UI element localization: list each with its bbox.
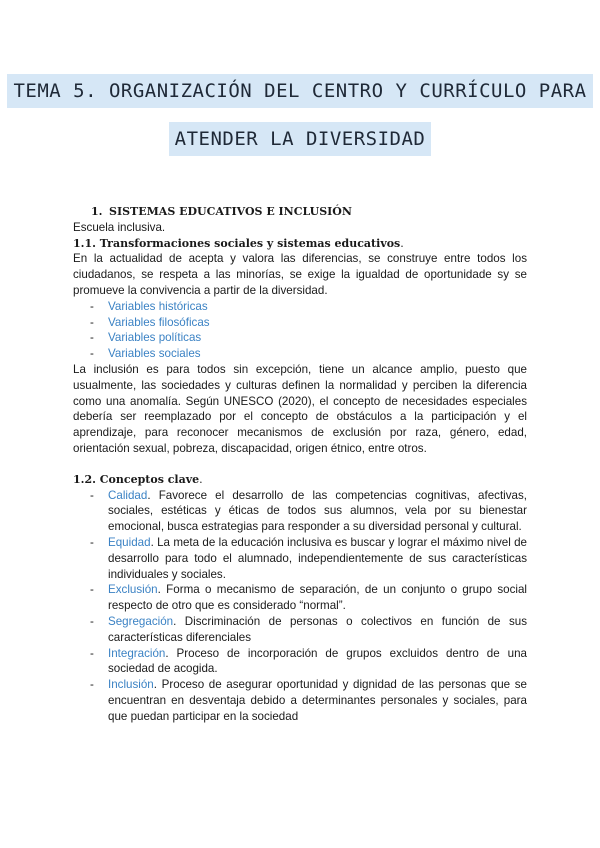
concept-definition: . Discriminación de personas o colectivos en función de sus características diferenciales bbox=[108, 614, 527, 644]
concept-term[interactable]: Inclusión bbox=[108, 678, 154, 692]
list-item: - Integración. Proceso de incorporación de grupos excluidos dentro de una sociedad de acogida. bbox=[90, 646, 527, 676]
concepts-list bbox=[73, 488, 527, 725]
concept-term[interactable]: Integración bbox=[108, 646, 166, 660]
concept-definition: . La meta de la educación inclusiva es buscar y lograr el máximo nivel de desarrollo para todo el alumnado, independientemente de sus características individuales y sociales. bbox=[108, 535, 527, 581]
subsection-heading-1-1: 1.1. Transformaciones sociales y sistemas educativos. bbox=[73, 236, 404, 250]
subsection-heading-1-2: 1.2. Conceptos clave. bbox=[73, 472, 203, 486]
concept-term[interactable]: Segregación bbox=[108, 614, 174, 628]
paragraph-2: La inclusión es para todos sin excepción, tiene un alcance amplio, puesto que usualmente, las sociedades y culturas definen la normalidad y perciben la diferencia como una anomalía. Según UNESCO (2020), el concepto de necesidades especiales debería ser reemplazado por el concepto de obstáculos a la participación y el aprendizaje, para reconocer mecanismos de exclusión por raza, género, edad, orientación sexual, pobreza, discapacidad, origen étnico, entre otros. bbox=[73, 362, 527, 455]
concept-definition: . Forma o mecanismo de separación, de un conjunto o grupo social respecto de otro que es considerado “normal”. bbox=[108, 583, 527, 613]
section-title: SISTEMAS EDUCATIVOS E INCLUSIÓN bbox=[109, 205, 352, 218]
concept-definition: . Proceso de asegurar oportunidad y dignidad de las personas que se encuentran en desventaja debido a determinantes personales y sociales, para que puedan participar en la sociedad bbox=[108, 678, 527, 723]
list-item: - Variables filosóficas bbox=[90, 315, 210, 329]
variable-link[interactable]: Variables políticas bbox=[108, 331, 202, 345]
variable-link[interactable]: Variables filosóficas bbox=[108, 315, 210, 329]
section-intro: Escuela inclusiva. bbox=[73, 220, 166, 234]
list-item: - Exclusión. Forma o mecanismo de separación, de un conjunto o grupo social respecto de otro que es considerado “normal”. bbox=[90, 583, 527, 613]
concept-definition: . Favorece el desarrollo de las competencias cognitivas, afectivas, sociales, estéticas y éticas de todos sus alumnos, vela por su bienestar emocional, busca estrategias para responder a su diversidad personal y cultural. bbox=[108, 488, 527, 534]
list-item: - Variables sociales bbox=[90, 347, 201, 361]
page-title-line-2: ATENDER LA DIVERSIDAD bbox=[169, 122, 432, 156]
variables-list bbox=[73, 299, 527, 362]
paragraph-1: En la actualidad de acepta y valora las diferencias, se construye entre todos los ciudadanos, se respeta a las minorías, se exige la igualdad de oportunidade sy se promueve la convivencia a partir de la diversidad. bbox=[73, 252, 527, 297]
list-item: - Equidad. La meta de la educación inclusiva es buscar y lograr el máximo nivel de desarrollo para todo el alumnado, independientemente de sus características individuales y sociales. bbox=[90, 535, 527, 581]
section-number: 1. bbox=[91, 205, 103, 218]
list-item: - Inclusión. Proceso de asegurar oportunidad y dignidad de las personas que se encuentran en desventaja debido a determinantes personales y sociales, para que puedan participar en la sociedad bbox=[90, 678, 527, 723]
document-body bbox=[73, 204, 527, 725]
concept-term[interactable]: Exclusión bbox=[108, 583, 158, 597]
page-title-line-1: TEMA 5. ORGANIZACIÓN DEL CENTRO Y CURRÍCULO PARA bbox=[7, 74, 592, 108]
list-item: - Variables históricas bbox=[90, 299, 208, 313]
concept-term[interactable]: Equidad bbox=[108, 535, 151, 549]
variable-link[interactable]: Variables históricas bbox=[108, 299, 208, 313]
concept-definition: . Proceso de incorporación de grupos excluidos dentro de una sociedad de acogida. bbox=[108, 646, 527, 676]
list-item: - Segregación. Discriminación de personas o colectivos en función de sus características diferenciales bbox=[90, 614, 527, 644]
variable-link[interactable]: Variables sociales bbox=[108, 347, 201, 361]
list-item: - Calidad. Favorece el desarrollo de las competencias cognitivas, afectivas, sociales, estéticas y éticas de todos sus alumnos, vela por su bienestar emocional, busca estrategias para responder a su diversidad personal y cultural. bbox=[90, 488, 527, 534]
title-block bbox=[0, 74, 600, 156]
concept-term[interactable]: Calidad bbox=[108, 488, 148, 502]
list-item: - Variables políticas bbox=[90, 331, 202, 345]
section-heading bbox=[91, 204, 527, 220]
